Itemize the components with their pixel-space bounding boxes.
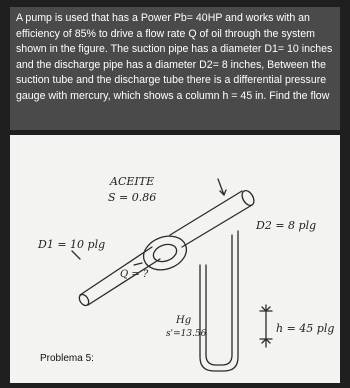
mercury-label: Hg (176, 315, 192, 326)
h-label: h = 45 plg (276, 322, 335, 335)
figure-caption: Problema 5: (40, 353, 94, 364)
pump-figure (10, 135, 340, 383)
problem-statement (10, 7, 340, 130)
fluid-label: ACEITE (110, 175, 155, 188)
problem-text: A pump is used that has a Power Pb= 40HP and works with an efficiency of 85% to drive a flow rate Q of oil through the system shown in the figure. The suction pipe has a diameter D1= 10 inches and the discharge pipe has a diameter D2= 8 inches, Between the suction tube and the discharge tube there is a differential pressure gauge with mercury, which shows a column h = 45 in. Find the flow (16, 12, 333, 102)
discharge-pipe-top (170, 191, 242, 235)
pump-diagram (10, 135, 340, 383)
flow-label: Q = ? (120, 269, 149, 280)
manometer-inner (206, 235, 232, 365)
d2-label: D2 = 8 plg (256, 219, 317, 232)
d1-arrow (72, 251, 80, 259)
d1-label: D1 = 10 plg (38, 238, 106, 251)
pump-eye (151, 241, 179, 264)
flow-arrow (134, 263, 142, 265)
fluid-density: S = 0.86 (108, 191, 157, 204)
mercury-density: s'=13.56 (166, 329, 207, 339)
discharge-pipe-bottom (182, 205, 252, 247)
